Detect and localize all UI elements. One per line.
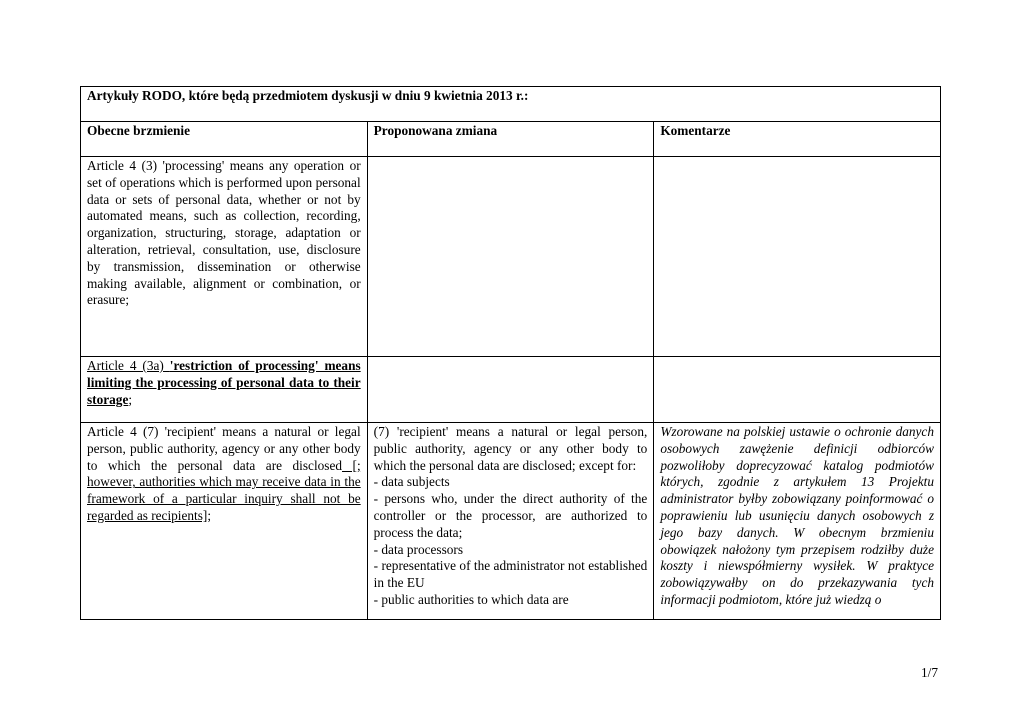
table-header-row: [81, 122, 941, 157]
table-title: Artykuły RODO, które będą przedmiotem dyskusji w dniu 9 kwietnia 2013 r.:: [81, 87, 941, 122]
proposed-text-cell: [367, 157, 654, 357]
proposed-line: (7) 'recipient' means a natural or legal person, public authority, agency or any other body to which the personal data are disclosed; except for:: [373, 424, 648, 473]
proposed-line: - data processors: [373, 541, 464, 557]
current-text-definition: 'restriction of processing' means limiting the processing of personal data to their storage: [87, 358, 361, 407]
proposed-line: - public authorities to which data are: [373, 591, 569, 607]
header-proposed: Proponowana zmiana: [367, 122, 654, 157]
proposed-line: - representative of the administrator not established in the EU: [373, 558, 648, 591]
proposed-line: - data subjects: [373, 474, 450, 490]
current-text-main: Article 4 (7) 'recipient' means a natural or legal person, public authority, agency or any other body to which the personal data are disclosed: [87, 424, 361, 473]
document-table: [80, 86, 941, 620]
current-text-cell: [81, 423, 368, 620]
current-text: [87, 424, 361, 525]
comment-text: Wzorowane na polskiej ustawie o ochronie danych osobowych zawężenie definicji odbiorców pozwoliłoby doprecyzować katalog podmiotów których, zgodnie z artykułem 13 Projektu administrator byłby zobowiązany poinformować o poprawieniu lub usunięciu danych osobowych z jego bazy danych. W obecnym brzmieniu obowiązek nałożony tym przepisem rodziłby duże koszty i niewspółmierny wysiłek. W praktyce zobowiązywałby on do przekazywania tych informacji podmiotom, które już wiedzą o: [660, 424, 934, 607]
comment-text-cell: [654, 357, 941, 423]
header-comments: Komentarze: [654, 122, 941, 157]
current-text-cell: [81, 157, 368, 357]
current-text-end: ;: [128, 391, 133, 407]
current-text-bracketed: [; however, authorities which may receive data in the framework of a particular inquiry shall not be regarded as recipients]: [87, 457, 361, 523]
proposed-line: - persons who, under the direct authority of the controller or the processor, are authorized to process the data;: [373, 491, 648, 540]
current-text: Article 4 (3) 'processing' means any operation or set of operations which is performed upon personal data or sets of personal data, whether or not by automated means, such as collection, recording, organization, structuring, storage, adaptation or alteration, retrieval, consultation, use, disclosure by transmission, dissemination or otherwise making available, alignment or combination, or erasure;: [87, 158, 361, 308]
comment-text-cell: [654, 157, 941, 357]
table-row: [81, 157, 941, 357]
comment-text-cell: [654, 423, 941, 620]
current-text-cell: [81, 357, 368, 423]
current-text-end: ;: [207, 507, 212, 523]
proposed-text-cell: [367, 357, 654, 423]
header-current: Obecne brzmienie: [81, 122, 368, 157]
table-title-row: [81, 87, 941, 122]
current-text-intro: Article 4 (3a): [87, 358, 170, 373]
current-text: [87, 358, 361, 408]
proposed-text-cell: [367, 423, 654, 620]
table-row: [81, 423, 941, 620]
table-row: [81, 357, 941, 423]
page-number: 1/7: [921, 665, 938, 680]
